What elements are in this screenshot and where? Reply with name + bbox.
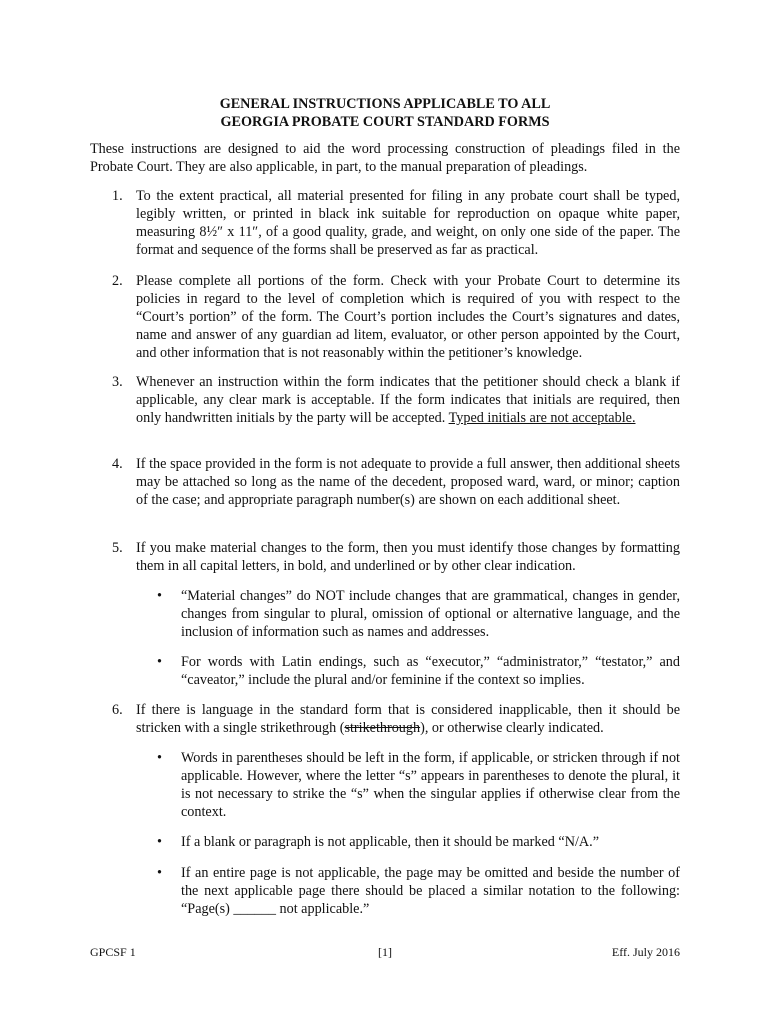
- footer-effective-date: Eff. July 2016: [611, 945, 680, 959]
- bullet-item: [157, 833, 680, 851]
- strikethrough-example: strikethrough: [344, 720, 421, 737]
- item-number: 4.: [112, 456, 123, 472]
- bullet-dot: •: [157, 588, 162, 604]
- bullet-dot: •: [157, 834, 162, 850]
- item-number: 6.: [112, 702, 123, 718]
- title-line-2: GEORGIA PROBATE COURT STANDARD FORMS: [220, 114, 550, 130]
- footer-form-id: GPCSF 1: [90, 945, 136, 959]
- bullet-text: If a blank or paragraph is not applicable, then it should be marked “N/A.”: [181, 834, 599, 850]
- page-title: [90, 95, 680, 131]
- title-line-1: GENERAL INSTRUCTIONS APPLICABLE TO ALL: [219, 96, 551, 112]
- intro-paragraph: These instructions are designed to aid the word processing construction of pleadings filed in the Probate Court. They are also applicable, in part, to the manual preparation of pleadings.: [90, 141, 680, 176]
- item-text: [136, 373, 680, 427]
- bullet-text: For words with Latin endings, such as “executor,” “administrator,” “testator,” and “caveator,” include the plural and/or feminine if the context so implies.: [181, 654, 680, 689]
- item-text-after: ), or otherwise clearly indicated.: [420, 720, 604, 737]
- instruction-item-3: [112, 373, 680, 427]
- item-text: If you make material changes to the form, then you must identify those changes by formatting them in all capital letters, in bold, and underlined or by other clear indication.: [136, 540, 680, 575]
- item-number: 1.: [112, 188, 123, 204]
- item-text: To the extent practical, all material presented for filing in any probate court shall be typed, legibly written, or printed in black ink suitable for reproduction on opaque white paper, measuring 8½″ x 11″, of a good quality, grade, and weight, on only one side of the paper. The format and sequence of the forms shall be preserved as far as practical.: [136, 188, 680, 259]
- underlined-note: Typed initials are not acceptable.: [448, 410, 636, 427]
- instruction-item-2: [112, 272, 680, 362]
- instruction-item-1: [112, 187, 680, 259]
- bullet-dot: •: [157, 750, 162, 766]
- item-text: Please complete all portions of the form. Check with your Probate Court to determine its policies in regard to the level of completion which is required of you with respect to the “Court’s portion” of the form. The Court’s portion includes the Court’s signatures and dates, name and answer of any guardian ad litem, evaluator, or other person appointed by the Court, and other information that is not reasonably within the petitioner’s knowledge.: [136, 273, 680, 362]
- bullet-dot: •: [157, 865, 162, 881]
- item-text: [136, 701, 680, 737]
- bullet-item: [157, 587, 680, 641]
- bullet-text: If an entire page is not applicable, the page may be omitted and beside the number of the next applicable page there should be placed a similar notation to the following: “Page(s) ______ not applicable.”: [181, 865, 680, 918]
- bullet-text: Words in parentheses should be left in the form, if applicable, or stricken through if not applicable. However, where the letter “s” appears in parentheses to denote the plural, it is not necessary to strike the “s” when the singular applies if otherwise clear from the context.: [181, 750, 680, 821]
- bullet-dot: •: [157, 654, 162, 670]
- bullet-item: [157, 749, 680, 821]
- item-text: If the space provided in the form is not adequate to provide a full answer, then additional sheets may be attached so long as the name of the decedent, proposed ward, ward, or minor; caption of the case; and appropriate paragraph number(s) are shown on each additional sheet.: [136, 456, 680, 509]
- item-text-before: If there is language in the standard form that is considered inapplicable, then it should be stricken with a single strikethrough (: [136, 702, 680, 737]
- instruction-item-6: [112, 701, 680, 737]
- item-text-main: Whenever an instruction within the form indicates that the petitioner should check a blank if applicable, any clear mark is acceptable. If the form indicates that initials are required, then only handwritten initials by the party will be accepted.: [136, 374, 680, 427]
- item-number: 3.: [112, 374, 123, 390]
- bullet-item: [157, 653, 680, 689]
- bullet-text: “Material changes” do NOT include changes that are grammatical, changes in gender, changes from singular to plural, omission of optional or alternative language, and the inclusion of information such as names and addresses.: [181, 588, 680, 641]
- item-number: 2.: [112, 273, 123, 289]
- footer-page-number: [1]: [378, 945, 392, 959]
- instruction-item-5: [112, 539, 680, 575]
- bullet-item: [157, 864, 680, 918]
- instruction-item-4: [112, 455, 680, 509]
- item-number: 5.: [112, 540, 123, 556]
